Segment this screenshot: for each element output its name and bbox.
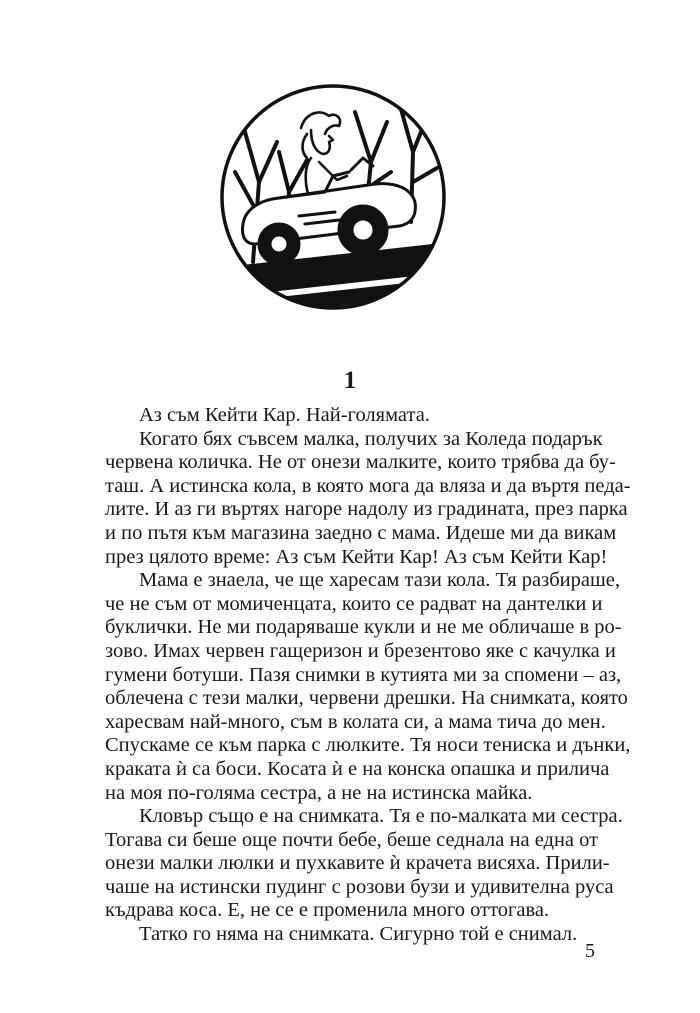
text-line: червена количка. Не от онези малките, които трябва да бу-	[105, 451, 616, 474]
text-line: Спускаме се към парка с люлките. Тя носи тениска и дънки,	[105, 734, 631, 757]
chapter-number: 1	[343, 367, 357, 394]
text-line: чаше на истински пудинг с розови бузи и удивителна руса	[105, 875, 614, 898]
text-line: буклички. Не ми подаряваше кукли и не ме обличаше в ро-	[105, 616, 622, 639]
text-line: на моя по-голяма сестра, а не на истинска майка.	[105, 781, 533, 804]
paragraph-2	[105, 427, 631, 570]
chapter-illustration	[215, 72, 451, 328]
paragraph-3	[105, 569, 631, 805]
girl-figure	[301, 112, 347, 200]
text-line: Тогава си беше още почти бебе, беше седнала на една от	[105, 828, 599, 851]
text-line: таш. А истинска кола, в която мога да вляза и да въртя педа-	[105, 474, 631, 497]
paragraph-4	[105, 805, 623, 923]
text-line: онези малки люлки и пухкавите ѝ крачета висяха. Прили-	[105, 852, 610, 875]
text-line: лите. И аз ги въртях нагоре надолу из градината, през парка	[105, 498, 628, 521]
text-line: Когато бях съвсем малка, получих за Коледа подарък	[139, 427, 603, 450]
page-number: 5	[585, 940, 595, 962]
paragraph-5	[105, 923, 595, 947]
text-line: гумени ботуши. Пазя снимки в кутията ми за спомени – аз,	[105, 663, 622, 686]
text-line: облечена с тези малки, червени дрешки. На снимката, която	[105, 687, 628, 710]
text-line: и по пътя към магазина заедно с мама. Идеше ми да викам	[105, 521, 617, 544]
chapter-body	[105, 404, 631, 947]
text-line: Мама е знаела, че ще харесам тази кола. Тя разбираше,	[139, 569, 620, 592]
paragraph-1	[105, 404, 595, 428]
text-line: харесвам най-много, съм в колата си, а мама тича до мен.	[105, 710, 606, 733]
text-line: Татко го няма на снимката. Сигурно той е снимал.	[139, 923, 578, 946]
text-line: зово. Имах червен гащеризон и брезентово яке с качулка и	[105, 639, 616, 662]
text-line: че не съм от момиченцата, които се радват на дантелки и	[105, 592, 603, 615]
text-line: Кловър също е на снимката. Тя е по-малката ми сестра.	[139, 805, 623, 828]
text-line: краката ѝ са боси. Косата ѝ е на конска опашка и прилича	[105, 757, 610, 780]
text-line: през цялото време: Аз съм Кейти Кар! Аз съм Кейти Кар!	[105, 545, 608, 568]
text-line: Аз съм Кейти Кар. Най-голямата.	[139, 404, 430, 426]
text-line: къдрава коса. Е, не се е променила много оттогава.	[105, 899, 550, 922]
